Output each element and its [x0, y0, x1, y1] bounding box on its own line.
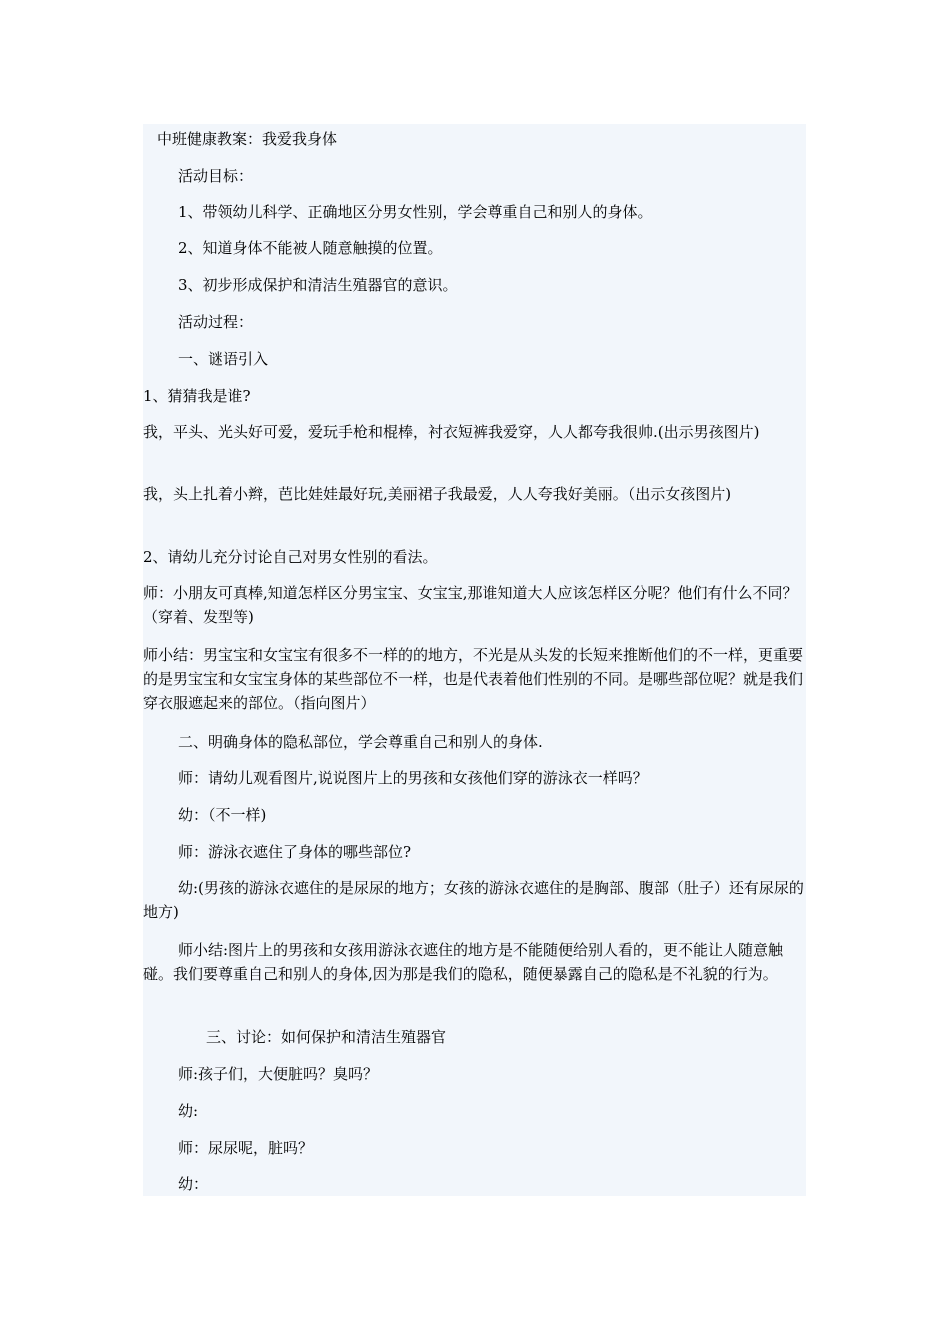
paragraph: 幼：（不一样) — [178, 806, 267, 824]
goal-item: 3、初步形成保护和清洁生殖器官的意识。 — [178, 276, 458, 294]
paragraph: 师：小朋友可真棒,知道怎样区分男宝宝、女宝宝,那谁知道大人应该怎样区分呢？他们有什么不同？（穿着、发型等) — [143, 584, 798, 626]
document-title: 中班健康教案：我爱我身体 — [157, 130, 338, 148]
paragraph: 幼： — [178, 1175, 209, 1193]
goal-item: 1、带领幼儿科学、正确地区分男女性别，学会尊重自己和别人的身体。 — [178, 203, 653, 221]
paragraph: 师：请幼儿观看图片,说说图片上的男孩和女孩他们穿的游泳衣一样吗？ — [178, 769, 648, 787]
paragraph: 幼:(男孩的游泳衣遮住的是尿尿的地方；女孩的游泳衣遮住的是胸部、腹部（肚子）还有尿尿的地方) — [143, 879, 804, 921]
paragraph: 师小结:图片上的男孩和女孩用游泳衣遮住的地方是不能随便给别人看的，更不能让人随意触碰。我们要尊重自己和别人的身体,因为那是我们的隐私，随便暴露自己的隐私是不礼貌的行为。 — [143, 941, 784, 983]
section-heading: 一、谜语引入 — [178, 350, 269, 368]
section-heading: 三、讨论：如何保护和清洁生殖器官 — [206, 1028, 447, 1046]
process-heading: 活动过程： — [178, 313, 254, 331]
section-heading: 二、明确身体的隐私部位，学会尊重自己和别人的身体. — [178, 733, 543, 751]
goal-item: 2、知道身体不能被人随意触摸的位置。 — [178, 239, 443, 257]
paragraph: 我，头上扎着小辫，芭比娃娃最好玩,美丽裙子我最爱，人人夸我好美丽。（出示女孩图片) — [143, 485, 732, 503]
paragraph: 2、请幼儿充分讨论自己对男女性别的看法。 — [143, 548, 438, 566]
paragraph: 师：尿尿呢，脏吗？ — [178, 1139, 314, 1157]
paragraph: 1、猜猜我是谁? — [143, 387, 251, 405]
paragraph: 师：游泳衣遮住了身体的哪些部位? — [178, 843, 412, 861]
paragraph: 师:孩子们，大便脏吗？臭吗？ — [178, 1065, 379, 1083]
goals-heading: 活动目标： — [178, 167, 254, 185]
paragraph: 幼: — [178, 1102, 199, 1120]
paragraph: 师小结：男宝宝和女宝宝有很多不一样的的地方，不光是从头发的长短来推断他们的不一样，更重要的是男宝宝和女宝宝身体的某些部位不一样，也是代表着他们性别的不同。是哪些部位呢？就是我们穿衣服遮起来的部位。（指向图片） — [143, 646, 804, 712]
paragraph: 我，平头、光头好可爱，爱玩手枪和棍棒，衬衣短裤我爱穿，人人都夸我很帅.(出示男孩图片) — [143, 423, 760, 441]
